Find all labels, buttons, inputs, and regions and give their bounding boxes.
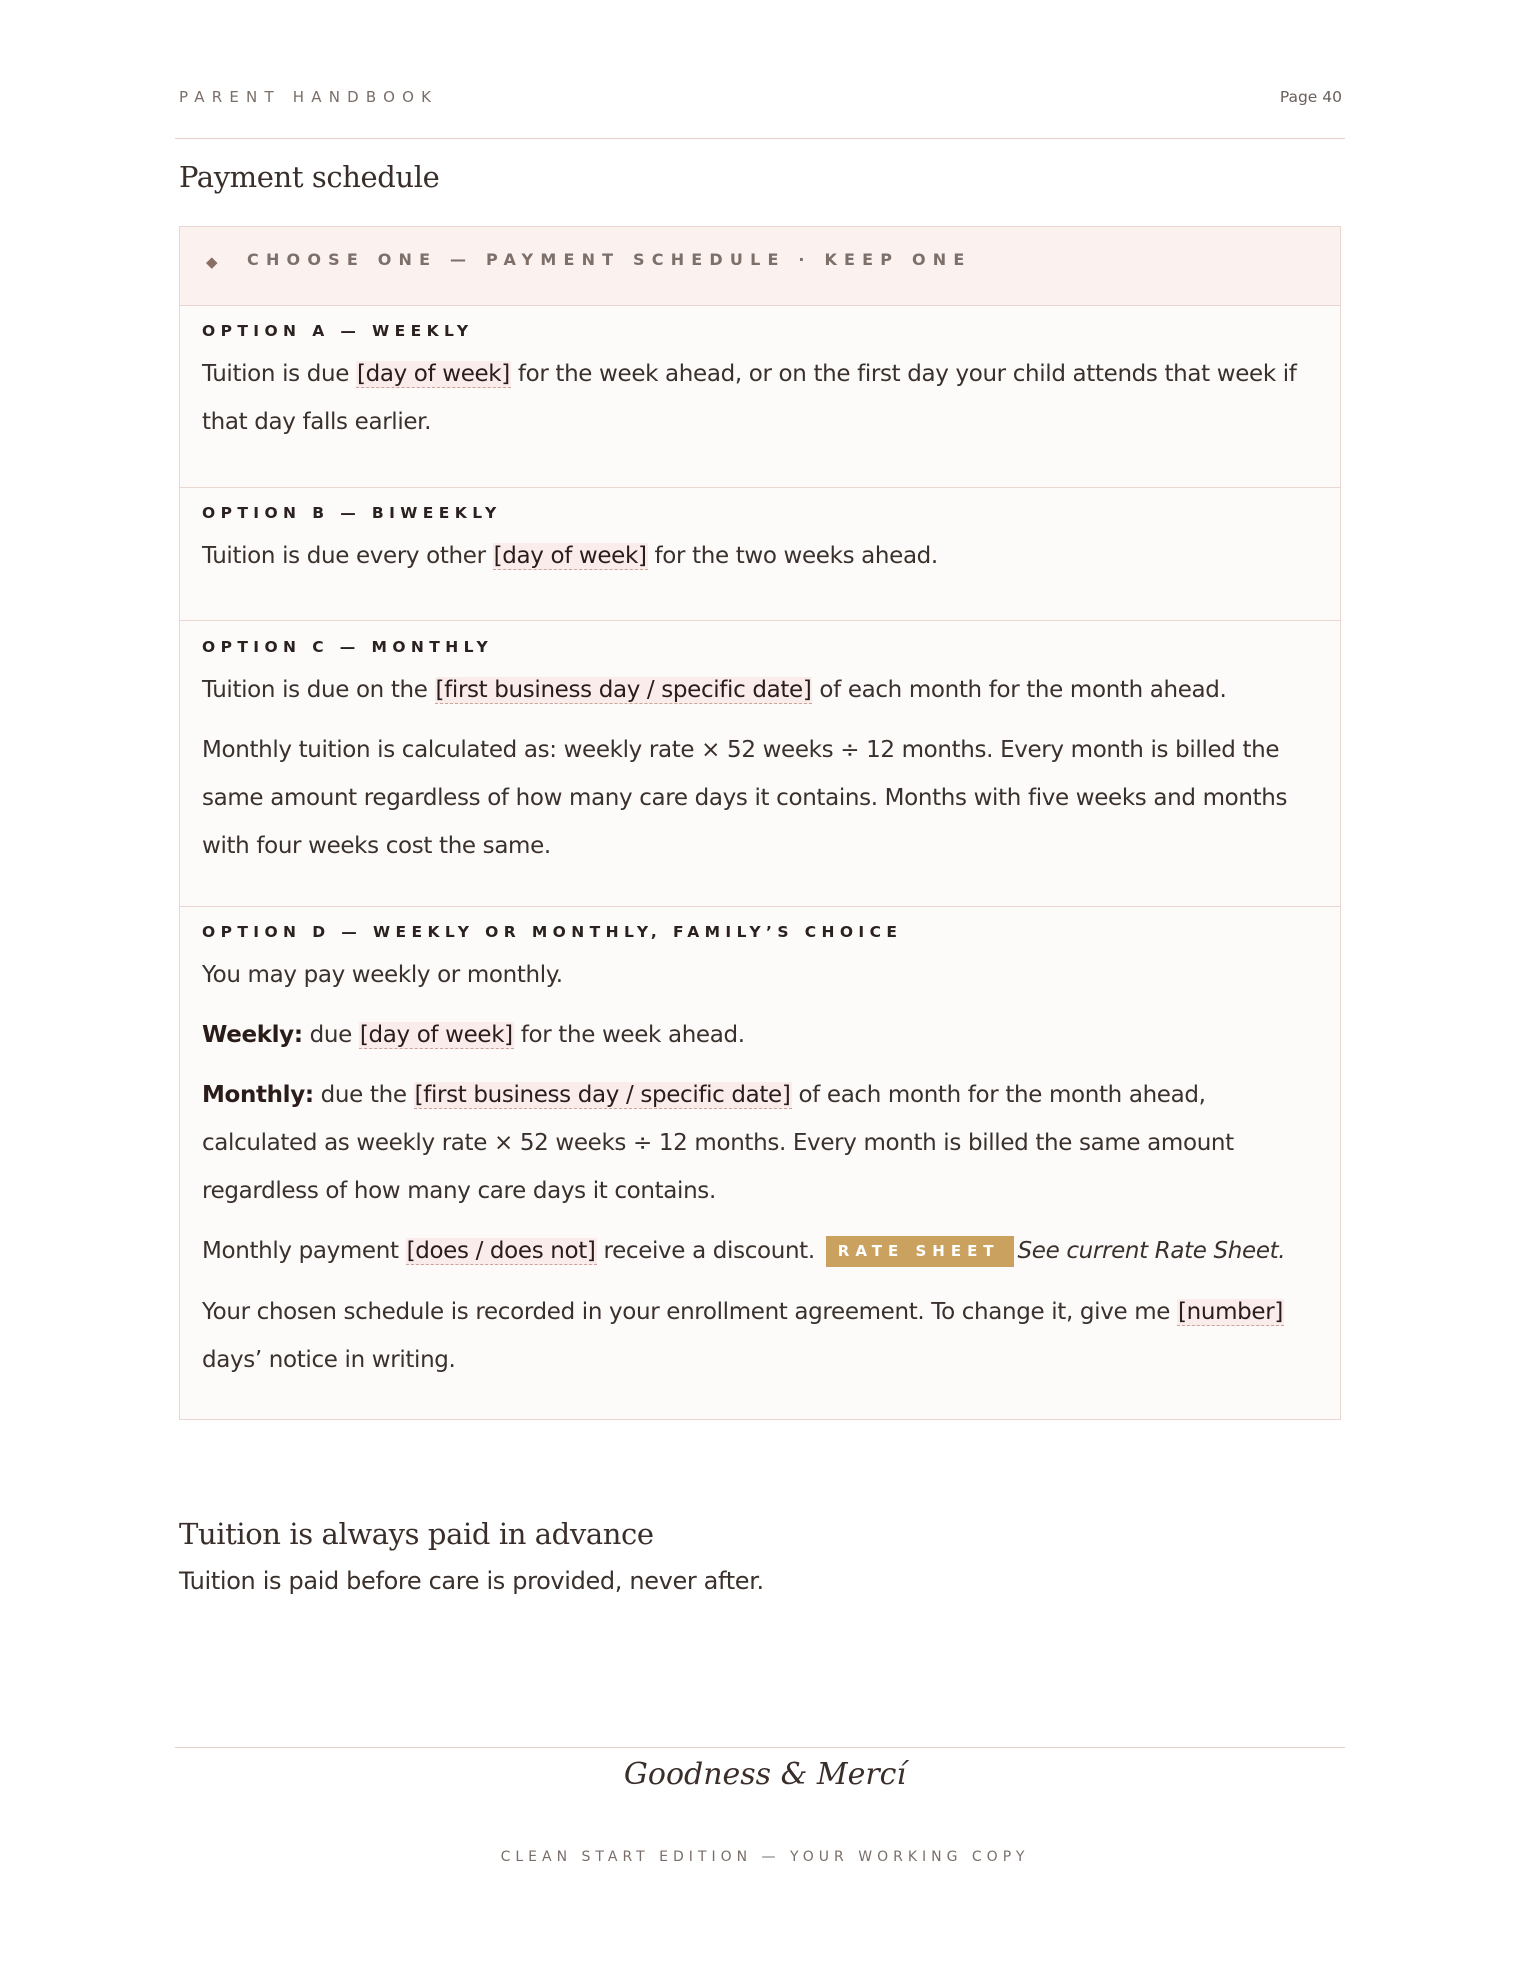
option-b-text (202, 532, 1322, 580)
option-c-text-pre: Tuition is due on the (202, 677, 435, 703)
monthly-post: of each month for the month ahead, calculated as weekly rate × 52 weeks ÷ 12 months. Every month is billed the same amount regardless of how many care days it contains. (202, 1082, 1234, 1204)
notice-post: days’ notice in writing. (202, 1347, 456, 1373)
rate-sheet-badge: RATE SHEET (826, 1236, 1014, 1267)
brand-logo: Goodness & Mercí (623, 1757, 907, 1792)
choose-one-label: CHOOSE ONE — PAYMENT SCHEDULE · KEEP ONE (247, 250, 972, 269)
option-b-text-pre: Tuition is due every other (202, 543, 493, 569)
option-a-section (180, 306, 1340, 488)
placeholder-does-does-not[interactable]: [does / does not] (406, 1238, 596, 1264)
placeholder-first-business-day[interactable]: [first business day / specific date] (414, 1082, 791, 1108)
discount-pre: Monthly payment (202, 1238, 406, 1264)
choose-one-box (179, 226, 1341, 1420)
option-d-monthly (202, 1071, 1322, 1215)
handbook-title: PARENT HANDBOOK (179, 88, 439, 106)
page-number: Page 40 (1279, 88, 1342, 106)
placeholder-day-of-week[interactable]: [day of week] (356, 361, 510, 387)
option-c-text-2: Monthly tuition is calculated as: weekly rate × 52 weeks ÷ 12 months. Every month is billed the same amount regardless of how many care days it contains. Months with five weeks and months with four weeks cost the same. (202, 737, 1288, 859)
weekly-label: Weekly: (202, 1022, 303, 1048)
option-c-label: OPTION C — MONTHLY (202, 638, 494, 656)
option-d-discount (202, 1227, 1322, 1275)
option-b-section (180, 488, 1340, 621)
placeholder-first-business-day[interactable]: [first business day / specific date] (435, 677, 812, 703)
header-divider (175, 138, 1345, 139)
monthly-label: Monthly: (202, 1082, 314, 1108)
option-b-text-post: for the two weeks ahead. (647, 543, 938, 569)
option-d-weekly (202, 1011, 1322, 1059)
placeholder-number[interactable]: [number] (1178, 1299, 1283, 1325)
option-a-text-post: for the week ahead, or on the first day your child attends that week if that day falls earlier. (202, 361, 1297, 435)
discount-post: receive a discount. (596, 1238, 815, 1264)
weekly-pre: due (302, 1022, 359, 1048)
placeholder-day-of-week[interactable]: [day of week] (359, 1022, 513, 1048)
option-b-label: OPTION B — BIWEEKLY (202, 504, 502, 522)
footer-divider (175, 1747, 1345, 1748)
option-d-change-notice (202, 1288, 1322, 1384)
option-d-text-1: You may pay weekly or monthly. (202, 962, 563, 988)
placeholder-day-of-week[interactable]: [day of week] (493, 543, 647, 569)
option-c-text-1 (202, 666, 1322, 714)
option-c-text-post: of each month for the month ahead. (812, 677, 1227, 703)
option-d-label: OPTION D — WEEKLY OR MONTHLY, FAMILY’S CHOICE (202, 923, 903, 941)
page-header (179, 88, 1342, 114)
notice-pre: Your chosen schedule is recorded in your enrollment agreement. To change it, give me (202, 1299, 1178, 1325)
edition-label: CLEAN START EDITION — YOUR WORKING COPY (500, 1849, 1030, 1865)
choose-one-header (180, 227, 1340, 306)
rate-sheet-note: See current Rate Sheet. (1017, 1238, 1286, 1264)
payment-schedule-heading: Payment schedule (179, 160, 440, 194)
paid-in-advance-heading: Tuition is always paid in advance (179, 1517, 654, 1551)
option-d-section (180, 907, 1340, 1419)
option-a-text-pre: Tuition is due (202, 361, 356, 387)
option-a-label: OPTION A — WEEKLY (202, 322, 474, 340)
option-c-section (180, 621, 1340, 907)
paid-in-advance-text: Tuition is paid before care is provided, never after. (179, 1567, 764, 1595)
diamond-icon: ◆ (206, 253, 218, 271)
monthly-pre: due the (313, 1082, 414, 1108)
weekly-post: for the week ahead. (513, 1022, 745, 1048)
option-a-text (202, 350, 1322, 446)
